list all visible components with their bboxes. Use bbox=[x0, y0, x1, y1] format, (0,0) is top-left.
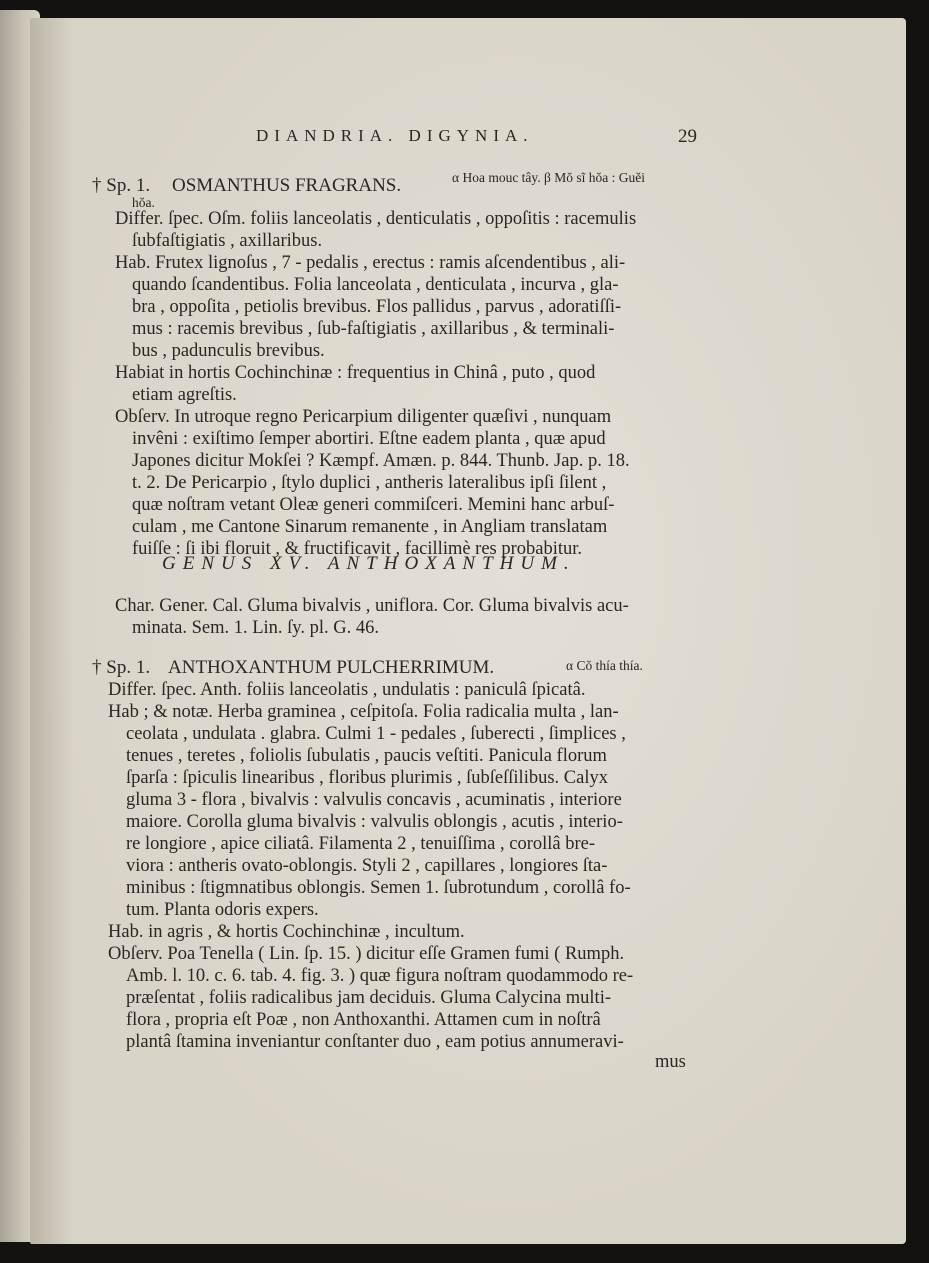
catchword: mus bbox=[655, 1052, 686, 1072]
text-line: bra , oppoſita , petiolis brevibus. Flos pallidus , parvus , adoratiſſi- bbox=[132, 297, 622, 317]
page-number: 29 bbox=[678, 126, 697, 147]
vernacular-names: α Hoa mouc tây. β Mŏ sĩ hŏa : Guĕi bbox=[452, 170, 646, 185]
text-line: minibus : ſtigmnatibus oblongis. Semen 1. ſubrotundum , corollâ fo- bbox=[126, 878, 631, 898]
text-line: Japones dicitur Mokſei ? Kæmpf. Amæn. p. 844. Thunb. Jap. p. 18. bbox=[132, 451, 630, 471]
text-line: quando ſcandentibus. Folia lanceolata , denticulata , incurva , gla- bbox=[132, 275, 619, 295]
text-line: minata. Sem. 1. Lin. ſy. pl. G. 46. bbox=[132, 618, 379, 638]
text-line: Differ. ſpec. Anth. foliis lanceolatis , undulatis : paniculâ ſpicatâ. bbox=[108, 680, 586, 700]
text-line: Amb. l. 10. c. 6. tab. 4. fig. 3. ) quæ figura noſtram quodammodo re- bbox=[126, 966, 634, 986]
text-line: fuiſſe : ſi ibi floruit , & fructificavit , facillimè res probabitur. bbox=[132, 539, 583, 559]
text-line: tum. Planta odoris expers. bbox=[126, 900, 319, 920]
text-line: quæ noſtram vetant Oleæ generi commiſceri. Memini hanc arbuſ- bbox=[132, 495, 615, 515]
text-line: gluma 3 - flora , bivalvis : valvulis concavis , acuminatis , interiore bbox=[126, 790, 622, 810]
text-line: maiore. Corolla gluma bivalvis : valvulis oblongis , acutis , interio- bbox=[126, 812, 623, 832]
text-line: præſentat , foliis radicalibus jam deciduis. Gluma Calycina multi- bbox=[126, 988, 612, 1008]
text-line: plantâ ſtamina inveniantur conſtanter duo , eam potius annumeravi- bbox=[126, 1032, 624, 1052]
text-line: Obſerv. Poa Tenella ( Lin. ſp. 15. ) dicitur eſſe Gramen fumi ( Rumph. bbox=[108, 944, 625, 964]
vernacular-names-cont: hŏa. bbox=[132, 195, 155, 210]
text-line: ſubfaſtigiatis , axillaribus. bbox=[132, 231, 323, 251]
text-line: viora : antheris ovato-oblongis. Styli 2 , capillares , longiores ſta- bbox=[126, 856, 608, 876]
species-name: OSMANTHUS FRAGRANS. bbox=[172, 175, 402, 196]
text-line: re longiore , apice ciliatâ. Filamenta 2 , tenuiſſima , corollâ bre- bbox=[126, 834, 596, 854]
text-line: Hab. in agris , & hortis Cochinchinæ , incultum. bbox=[108, 922, 465, 942]
text-line: Char. Gener. Cal. Gluma bivalvis , uniflora. Cor. Gluma bivalvis acu- bbox=[115, 596, 629, 616]
genus-heading: GENUS XV. ANTHOXANTHUM. bbox=[162, 553, 576, 574]
text-line: tenues , teretes , foliolis ſubulatis , paucis veſtiti. Panicula florum bbox=[126, 746, 607, 766]
running-title: DIANDRIA. DIGYNIA. bbox=[256, 126, 534, 145]
text-line: Hab ; & notæ. Herba graminea , ceſpitoſa. Folia radicalia multa , lan- bbox=[108, 702, 619, 722]
species-mark: † Sp. 1. bbox=[92, 175, 151, 196]
text-line: flora , propria eſt Poæ , non Anthoxanthi. Attamen cum in noſtrâ bbox=[126, 1010, 601, 1030]
text-line: t. 2. De Pericarpio , ſtylo duplici , antheris lateralibus ipſi ſilent , bbox=[132, 473, 607, 493]
text-line: Habiat in hortis Cochinchinæ : frequentius in Chinâ , puto , quod bbox=[115, 363, 596, 383]
text-line: Obſerv. In utroque regno Pericarpium diligenter quæſivi , nunquam bbox=[115, 407, 612, 427]
vernacular-names: α Cŏ thía thía. bbox=[566, 658, 643, 673]
text-line: invêni : exiſtimo ſemper abortiri. Eſtne eadem planta , quæ apud bbox=[132, 429, 606, 449]
text-line: culam , me Cantone Sinarum remanente , in Angliam translatam bbox=[132, 517, 608, 537]
text-line: ſparſa : ſpiculis linearibus , floribus plurimis , ſubſeſſilibus. Calyx bbox=[126, 768, 608, 788]
species-name: ANTHOXANTHUM PULCHERRIMUM. bbox=[168, 657, 495, 678]
text-line: Hab. Frutex lignoſus , 7 - pedalis , erectus : ramis aſcendentibus , ali- bbox=[115, 253, 626, 273]
text-line: mus : racemis brevibus , ſub-faſtigiatis , axillaribus , & terminali- bbox=[132, 319, 615, 339]
text-line: Differ. ſpec. Oſm. foliis lanceolatis , denticulatis , oppoſitis : racemulis bbox=[115, 209, 637, 229]
text-line: etiam agreſtis. bbox=[132, 385, 237, 405]
text-line: bus , padunculis brevibus. bbox=[132, 341, 325, 361]
species-mark: † Sp. 1. bbox=[92, 657, 151, 678]
text-line: ceolata , undulata . glabra. Culmi 1 - pedales , ſuberecti , ſimplices , bbox=[126, 724, 626, 744]
